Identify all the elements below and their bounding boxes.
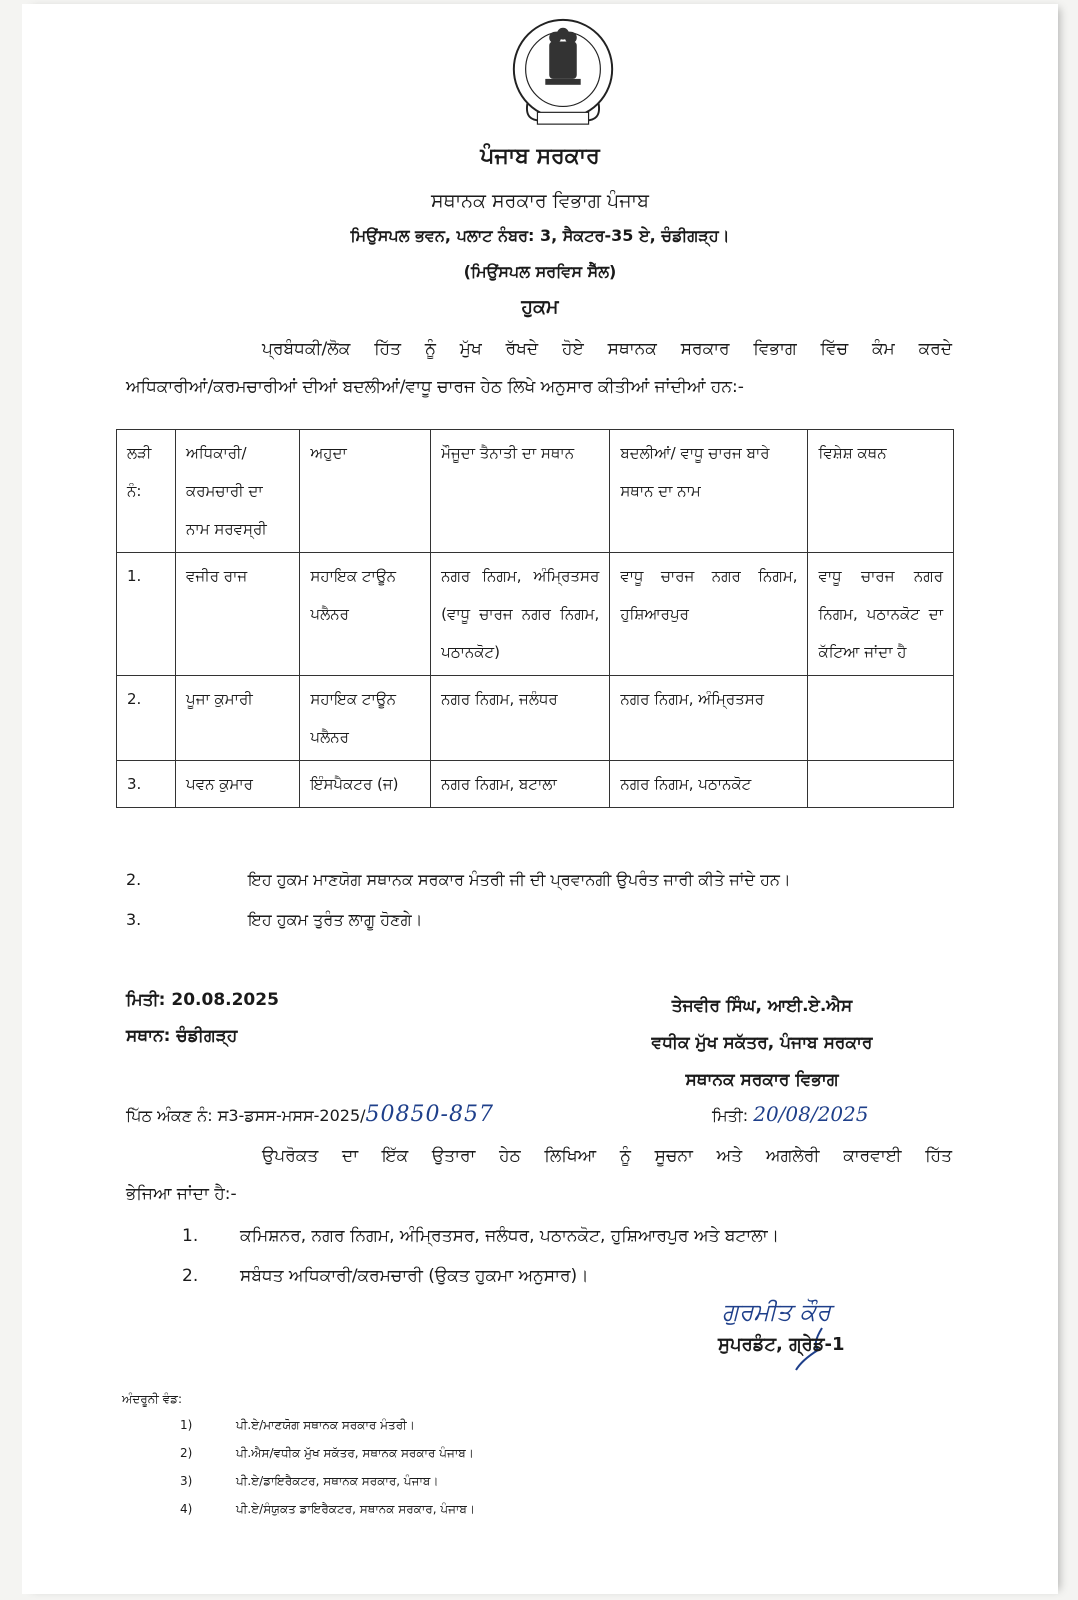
endorsement-prefix: ਪਿੱਠ ਅੰਕਣ ਨੰ: ਸ3-ਡਸਸ-ਮਸਸ-2025/ (126, 1106, 366, 1125)
clause-number: 3. (126, 910, 142, 929)
table-row (117, 553, 954, 676)
recipient-text: ਸਬੰਧਤ ਅਧਿਕਾਰੀ/ਕਰਮਚਾਰੀ (ਉਕਤ ਹੁਕਮਾ ਅਨੁਸਾਰ)। (240, 1266, 589, 1286)
cell-remarks (808, 676, 954, 761)
clause-text: ਇਹ ਹੁਕਮ ਤੁਰੰਤ ਲਾਗੂ ਹੋਣਗੇ। (248, 910, 423, 929)
signatory-title: ਵਧੀਕ ਮੁੱਖ ਸਕੱਤਰ, ਪੰਜਾਬ ਸਰਕਾਰ (651, 1033, 873, 1053)
cell-serial: 1. (117, 553, 176, 676)
endorsement-number (126, 1102, 494, 1127)
internal-text: ਪੀ.ਐਸ/ਵਧੀਕ ਮੁੱਖ ਸਕੱਤਰ, ਸਥਾਨਕ ਸਰਕਾਰ ਪੰਜਾਬ। (236, 1446, 474, 1460)
cell-remarks (808, 761, 954, 808)
recipient-item (182, 1226, 779, 1246)
transfer-table (116, 429, 954, 808)
cell-current-posting: ਨਗਰ ਨਿਗਮ, ਜਲੰਧਰ (431, 676, 610, 761)
copy-line-1: ਉਪਰੋਕਤ ਦਾ ਇੱਕ ਉਤਾਰਾ ਹੇਠ ਲਿਖਿਆ ਨੂੰ ਸੂਚਨਾ ਅਤੇ ਅਗਲੇਰੀ ਕਾਰਵਾਈ ਹਿੱਤ (262, 1146, 952, 1166)
order-place: ਸਥਾਨ: ਚੰਡੀਗੜ੍ਹ (126, 1026, 238, 1046)
cell-name: ਪਵਨ ਕੁਮਾਰ (176, 761, 300, 808)
document-page (22, 4, 1058, 1594)
superintendent-title: ਸੁਪਰਡੰਟ, ਗ੍ਰੇਡ-1 (718, 1334, 845, 1355)
endorsement-date (712, 1102, 869, 1126)
recipient-number: 2. (182, 1266, 199, 1286)
cell-remarks: ਵਾਧੂ ਚਾਰਜ ਨਗਰ ਨਿਗਮ, ਪਠਾਨਕੋਟ ਦਾ ਕੱਟਿਆ ਜਾਂਦਾ ਹੈ (808, 553, 954, 676)
cell-name: (ਮਿਉਂਸਪਲ ਸਰਵਿਸ ਸੈੱਲ) (463, 262, 617, 281)
cell-transfer-place: ਨਗਰ ਨਿਗਮ, ਪਠਾਨਕੋਟ (610, 761, 808, 808)
table-row (117, 676, 954, 761)
internal-text: ਪੀ.ਏ/ਮਾਣਯੋਗ ਸਥਾਨਕ ਸਰਕਾਰ ਮੰਤਰੀ। (236, 1418, 415, 1432)
intro-line-2: ਅਧਿਕਾਰੀਆਂ/ਕਰਮਚਾਰੀਆਂ ਦੀਆਂ ਬਦਲੀਆਂ/ਵਾਧੂ ਚਾਰਜ ਹੇਠ ਲਿਖੇ ਅਨੁਸਾਰ ਕੀਤੀਆਂ ਜਾਂਦੀਆਂ ਹਨ:- (126, 377, 744, 397)
col-header-name: ਅਧਿਕਾਰੀ/ ਕਰਮਚਾਰੀ ਦਾ ਨਾਮ ਸਰਵਸ੍ਰੀ (176, 430, 300, 553)
col-header-designation: ਅਹੁਦਾ (300, 430, 431, 553)
department-heading: ਸਥਾਨਕ ਸਰਕਾਰ ਵਿਭਾਗ ਪੰਜਾਬ (431, 190, 649, 212)
signatory-name: ਤੇਜਵੀਰ ਸਿੰਘ, ਆਈ.ਏ.ਐਸ (671, 996, 853, 1016)
intro-line-1: ਪ੍ਰਬੰਧਕੀ/ਲੋਕ ਹਿੱਤ ਨੂੰ ਮੁੱਖ ਰੱਖਦੇ ਹੋਏ ਸਥਾਨਕ ਸਰਕਾਰ ਵਿਭਾਗ ਵਿੱਚ ਕੰਮ ਕਰਦੇ (262, 339, 952, 359)
endorsement-handwritten-number: 50850-857 (365, 1102, 494, 1127)
cell-current-posting: ਨਗਰ ਨਿਗਮ, ਬਟਾਲਾ (431, 761, 610, 808)
cell-current-posting: ਨਗਰ ਨਿਗਮ, ਅੰਮ੍ਰਿਤਸਰ (ਵਾਧੂ ਚਾਰਜ ਨਗਰ ਨਿਗਮ, ਪਠਾਨਕੋਟ) (431, 553, 610, 676)
cell-name: ਵਜੀਰ ਰਾਜ (176, 553, 300, 676)
cell-transfer-place: ਨਗਰ ਨਿਗਮ, ਅੰਮ੍ਰਿਤਸਰ (610, 676, 808, 761)
punjab-govt-emblem-icon (504, 14, 622, 132)
cell-designation: ਸਹਾਇਕ ਟਾਊਨ ਪਲੈਨਰ (300, 553, 431, 676)
signatory-dept: ਸਥਾਨਕ ਸਰਕਾਰ ਵਿਭਾਗ (685, 1070, 839, 1090)
recipient-number: 1. (182, 1226, 199, 1246)
internal-text: ਪੀ.ਏ/ਡਾਇਰੈਕਟਰ, ਸਥਾਨਕ ਸਰਕਾਰ, ਪੰਜਾਬ। (236, 1474, 439, 1488)
handwritten-signature: ਗੁਰਮੀਤ ਕੌਰ (722, 1298, 831, 1326)
col-header-current-posting: ਮੌਜੂਦਾ ਤੈਨਾਤੀ ਦਾ ਸਥਾਨ (431, 430, 610, 553)
address-line: ਮਿਉਂਸਪਲ ਭਵਨ, ਪਲਾਟ ਨੰਬਰ: 3, ਸੈਕਟਰ-35 ਏ, ਚੰਡੀਗੜ੍ਹ। (350, 226, 730, 245)
internal-text: ਪੀ.ਏ/ਸੰਯੁਕਤ ਡਾਇਰੈਕਟਰ, ਸਥਾਨਕ ਸਰਕਾਰ, ਪੰਜਾਬ। (236, 1502, 475, 1516)
cell-transfer-place: ਵਾਧੂ ਚਾਰਜ ਨਗਰ ਨਿਗਮ, ਹੁਸ਼ਿਆਰਪੁਰ (610, 553, 808, 676)
cell-name: ਪੂਜਾ ਕੁਮਾਰੀ (176, 676, 300, 761)
cell-serial: 3. (117, 761, 176, 808)
internal-number: 3) (180, 1474, 193, 1488)
order-title: ਹੁਕਮ (521, 296, 559, 318)
endorsement-date-label: ਮਿਤੀ: (712, 1106, 749, 1125)
table-row (117, 761, 954, 808)
clause-text: ਇਹ ਹੁਕਮ ਮਾਣਯੋਗ ਸਥਾਨਕ ਸਰਕਾਰ ਮੰਤਰੀ ਜੀ ਦੀ ਪ੍ਰਵਾਨਗੀ ਉਪਰੰਤ ਜਾਰੀ ਕੀਤੇ ਜਾਂਦੇ ਹਨ। (248, 870, 791, 889)
table-header-row (117, 430, 954, 553)
col-header-remarks: ਵਿਸ਼ੇਸ਼ ਕਥਨ (808, 430, 954, 553)
col-header-transfer-place: ਬਦਲੀਆਂ/ ਵਾਧੂ ਚਾਰਜ ਬਾਰੇ ਸਥਾਨ ਦਾ ਨਾਮ (610, 430, 808, 553)
internal-number: 1) (180, 1418, 193, 1432)
internal-distribution-heading: ਅੰਦਰੂਨੀ ਵੰਡ: (122, 1392, 182, 1406)
clause-number: 2. (126, 870, 142, 889)
internal-number: 2) (180, 1446, 193, 1460)
col-header-serial: ਲੜੀ ਨੰ: (117, 430, 176, 553)
cell-designation: ਸਹਾਇਕ ਟਾਊਨ ਪਲੈਨਰ (300, 676, 431, 761)
govt-heading: ਪੰਜਾਬ ਸਰਕਾਰ (480, 144, 600, 169)
copy-line-2: ਭੇਜਿਆ ਜਾਂਦਾ ਹੈ:- (126, 1184, 237, 1204)
recipient-item (182, 1266, 589, 1286)
internal-number: 4) (180, 1502, 193, 1516)
cell-serial: 2. (117, 676, 176, 761)
cell-designation: ਇੰਸਪੈਕਟਰ (ਜ) (300, 761, 431, 808)
recipient-text: ਕਮਿਸ਼ਨਰ, ਨਗਰ ਨਿਗਮ, ਅੰਮ੍ਰਿਤਸਰ, ਜਲੰਧਰ, ਪਠਾਨਕੋਟ, ਹੁਸ਼ਿਆਰਪੁਰ ਅਤੇ ਬਟਾਲਾ। (240, 1226, 780, 1246)
endorsement-handwritten-date: 20/08/2025 (753, 1102, 869, 1126)
signatory-block (582, 988, 942, 1099)
order-date: ਮਿਤੀ: 20.08.2025 (126, 990, 279, 1010)
